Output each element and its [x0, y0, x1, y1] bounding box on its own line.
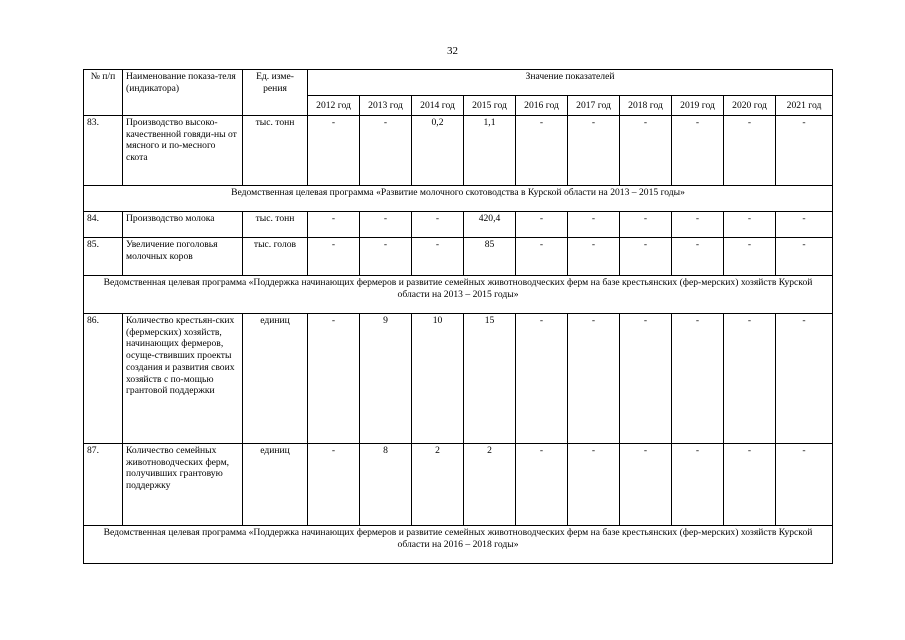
page-number: 32	[447, 45, 458, 57]
row-value: 2	[464, 444, 516, 526]
table-body	[84, 116, 833, 564]
row-value: -	[412, 238, 464, 276]
row-unit: тыс. голов	[243, 238, 308, 276]
header-year: 2018 год	[620, 96, 672, 116]
row-value: -	[620, 212, 672, 238]
row-value: -	[568, 238, 620, 276]
row-value: 10	[412, 314, 464, 444]
row-value: -	[672, 314, 724, 444]
row-value: -	[516, 116, 568, 186]
row-num: 83.	[84, 116, 123, 186]
row-value: 85	[464, 238, 516, 276]
row-value: -	[308, 116, 360, 186]
row-unit: тыс. тонн	[243, 116, 308, 186]
table-row	[84, 314, 833, 444]
row-name: Увеличение поголовья молочных коров	[123, 238, 243, 276]
row-value: -	[724, 212, 776, 238]
header-name: Наименование показа-теля (индикатора)	[123, 70, 243, 116]
row-value: -	[776, 212, 833, 238]
row-value: 2	[412, 444, 464, 526]
table-header	[84, 70, 833, 116]
row-value: -	[308, 238, 360, 276]
row-value: -	[672, 116, 724, 186]
row-value: -	[724, 314, 776, 444]
header-num: № п/п	[84, 70, 123, 116]
row-num: 85.	[84, 238, 123, 276]
section-title: Ведомственная целевая программа «Развитие молочного скотоводства в Курской области на 2013 – 2015 годы»	[84, 186, 833, 212]
row-unit: тыс. тонн	[243, 212, 308, 238]
row-value: -	[776, 116, 833, 186]
row-value: -	[360, 116, 412, 186]
row-value: 1,1	[464, 116, 516, 186]
table-row	[84, 212, 833, 238]
row-unit: единиц	[243, 314, 308, 444]
section-title: Ведомственная целевая программа «Поддержка начинающих фермеров и развитие семейных животноводческих ферм на базе крестьянских (фер-мерских) хозяйств Курской области на 2013 – 2015 годы»	[84, 276, 833, 314]
row-value: -	[360, 238, 412, 276]
section-row	[84, 526, 833, 564]
header-year: 2021 год	[776, 96, 833, 116]
row-value: -	[620, 314, 672, 444]
row-value: -	[308, 314, 360, 444]
row-value: -	[776, 238, 833, 276]
header-year: 2016 год	[516, 96, 568, 116]
row-value: 15	[464, 314, 516, 444]
row-value: -	[308, 212, 360, 238]
header-unit: Ед. изме-рения	[243, 70, 308, 116]
section-row	[84, 276, 833, 314]
row-value: -	[724, 444, 776, 526]
row-value: -	[620, 238, 672, 276]
row-value: -	[516, 314, 568, 444]
row-value: -	[620, 444, 672, 526]
row-value: -	[776, 444, 833, 526]
section-title: Ведомственная целевая программа «Поддержка начинающих фермеров и развитие семейных животноводческих ферм на базе крестьянских (фер-мерских) хозяйств Курской области на 2016 – 2018 годы»	[84, 526, 833, 564]
row-value: -	[672, 238, 724, 276]
row-value: -	[568, 314, 620, 444]
header-year: 2015 год	[464, 96, 516, 116]
row-name: Количество семейных животноводческих ферм, получивших грантовую поддержку	[123, 444, 243, 526]
table-row	[84, 238, 833, 276]
row-name: Количество крестьян-ских (фермерских) хозяйств, начинающих фермеров, осуще-ствивших проекты создания и развития своих хозяйств с по-мощью грантовой поддержки	[123, 314, 243, 444]
row-value: -	[776, 314, 833, 444]
table-row	[84, 444, 833, 526]
row-value: -	[360, 212, 412, 238]
header-year: 2014 год	[412, 96, 464, 116]
row-value: -	[308, 444, 360, 526]
header-year: 2012 год	[308, 96, 360, 116]
row-value: 0,2	[412, 116, 464, 186]
row-name: Производство высоко-качественной говяди-ны от мясного и по-месного скота	[123, 116, 243, 186]
row-value: 8	[360, 444, 412, 526]
header-year: 2019 год	[672, 96, 724, 116]
row-value: 9	[360, 314, 412, 444]
row-unit: единиц	[243, 444, 308, 526]
row-value: -	[672, 444, 724, 526]
row-name: Производство молока	[123, 212, 243, 238]
row-value: -	[568, 212, 620, 238]
row-value: -	[620, 116, 672, 186]
row-num: 87.	[84, 444, 123, 526]
row-value: -	[672, 212, 724, 238]
row-value: -	[412, 212, 464, 238]
row-num: 84.	[84, 212, 123, 238]
row-value: -	[516, 444, 568, 526]
row-value: -	[568, 444, 620, 526]
row-value: -	[516, 212, 568, 238]
row-num: 86.	[84, 314, 123, 444]
header-values-title: Значение показателей	[308, 70, 833, 96]
row-value: -	[568, 116, 620, 186]
header-year: 2020 год	[724, 96, 776, 116]
table-row	[84, 116, 833, 186]
row-value: -	[724, 116, 776, 186]
row-value: -	[516, 238, 568, 276]
row-value: 420,4	[464, 212, 516, 238]
indicators-table	[83, 69, 833, 564]
header-year: 2013 год	[360, 96, 412, 116]
header-year: 2017 год	[568, 96, 620, 116]
row-value: -	[724, 238, 776, 276]
section-row	[84, 186, 833, 212]
